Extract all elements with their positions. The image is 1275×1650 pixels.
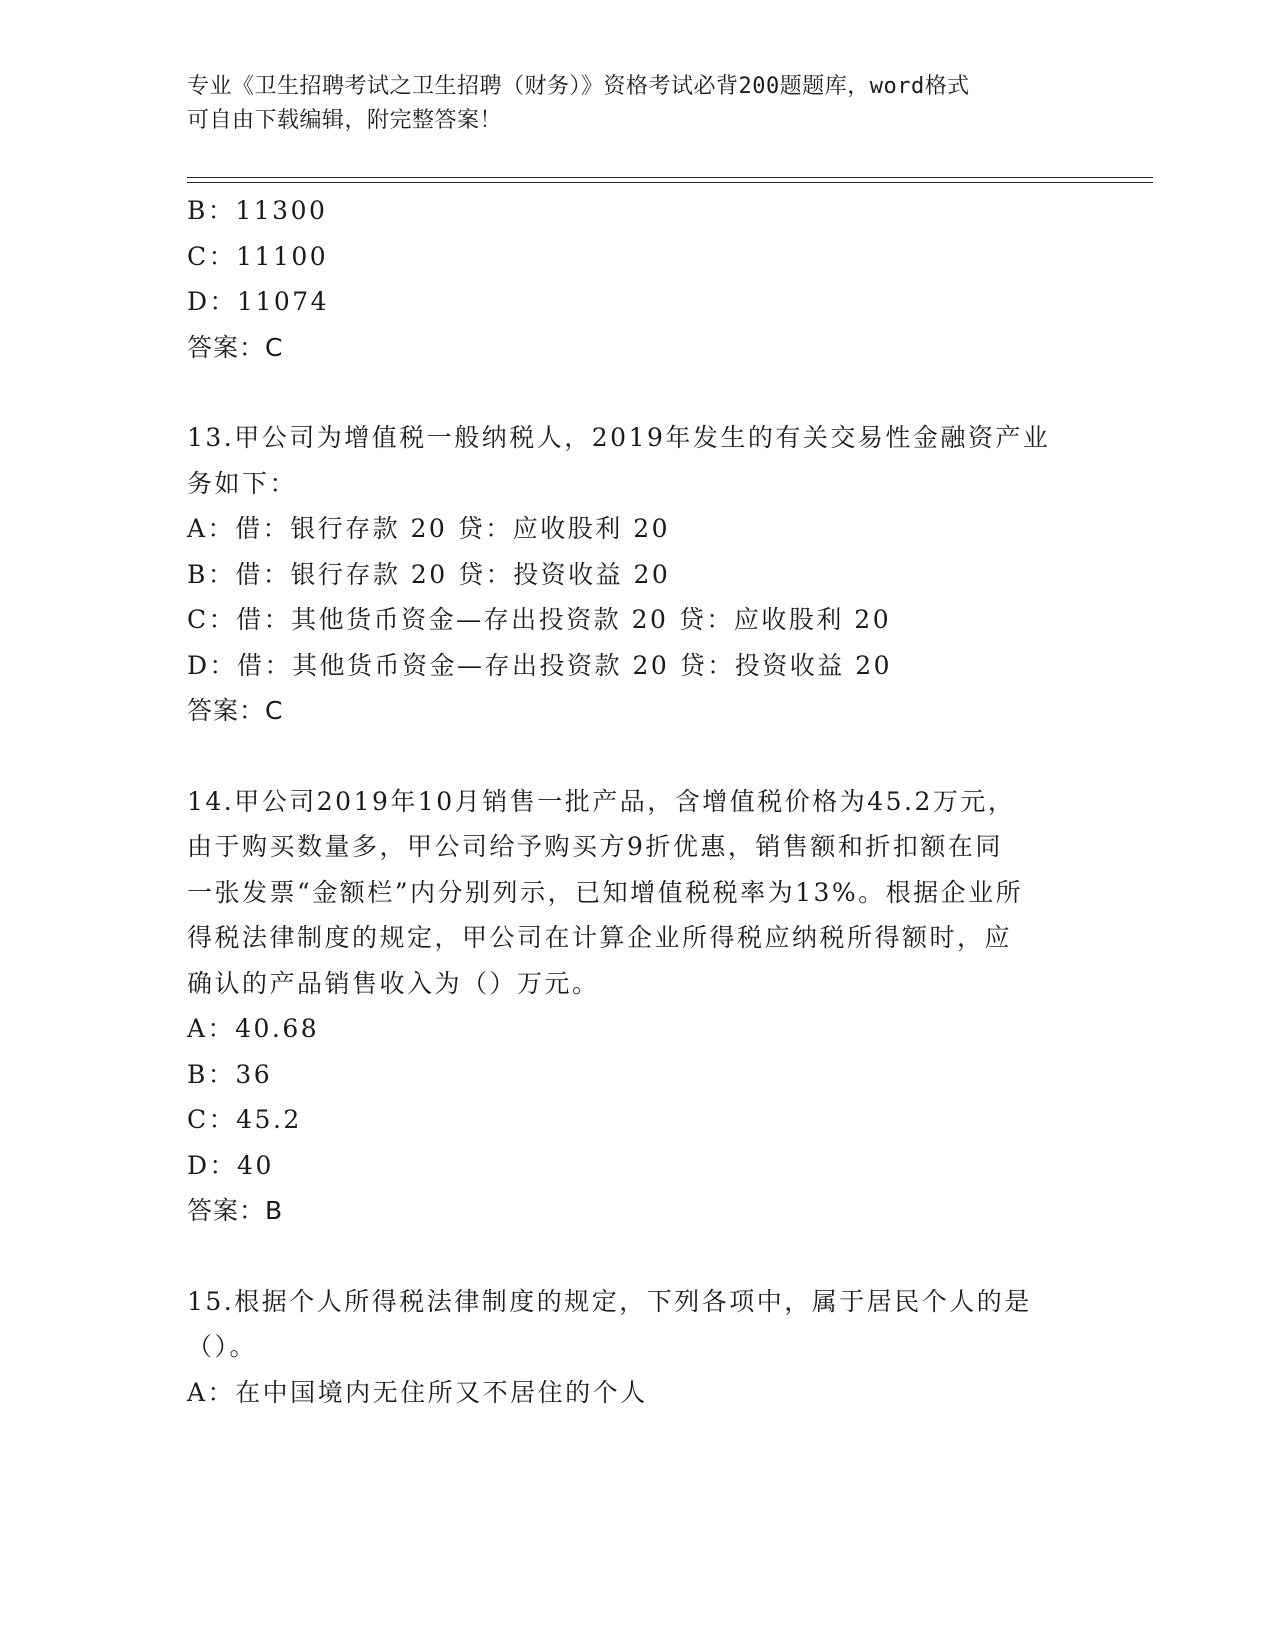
option-label: B：: [187, 196, 236, 225]
option-label: D：: [187, 1150, 238, 1180]
option-text: 11074: [237, 287, 330, 316]
answer-line: 答案：B: [187, 1196, 284, 1225]
option-text: 借：其他货币资金—存出投资款 20 贷：应收股利 20: [236, 605, 892, 634]
question-text-line: 一张发票“金额栏”内分别列示，已知增值税税率为13%。根据企业所: [187, 877, 1024, 907]
header-title-line-2: 可自由下载编辑，附完整答案！: [187, 108, 503, 133]
option-b: [187, 188, 1087, 234]
header-divider-bottom: [187, 182, 1153, 183]
question-text-line: 确认的产品销售收入为（）万元。: [187, 968, 600, 998]
option-text: 45.2: [236, 1105, 302, 1134]
option-text: 11100: [236, 241, 329, 271]
question-text-line: 由于购买数量多，甲公司给予购买方9折优惠，销售额和折扣额在同: [187, 832, 1003, 861]
header-title-line-1: 专业《卫生招聘考试之卫生招聘（财务）》资格考试必背200题题库，word格式: [187, 74, 970, 99]
option-text: 36: [235, 1059, 273, 1089]
option-label: A：: [187, 1014, 236, 1043]
option-text: 40: [237, 1150, 274, 1180]
document-header: [187, 70, 1067, 138]
answer-line: 答案：C: [187, 696, 284, 725]
option-c: [187, 234, 1087, 280]
question-text-line: 15.根据个人所得税法律制度的规定，下列各项中，属于居民个人的是: [187, 1286, 1032, 1316]
question-14: [187, 779, 1087, 1234]
option-text: 借：银行存款 20 贷：投资收益 20: [235, 559, 671, 589]
option-label: C：: [187, 241, 237, 271]
option-b: [187, 552, 1087, 598]
option-a: [187, 1006, 1087, 1052]
question-text-line: 得税法律制度的规定，甲公司在计算企业所得税应纳税所得额时，应: [187, 923, 1013, 952]
option-label: A：: [187, 514, 236, 543]
option-text: 40.68: [235, 1014, 320, 1043]
option-d: [187, 279, 1087, 325]
option-label: B：: [187, 1059, 236, 1089]
header-divider-top: [187, 177, 1153, 178]
option-text: 11300: [235, 196, 328, 225]
answer-line: 答案：C: [187, 332, 284, 362]
question-13: [187, 415, 1087, 734]
option-label: C：: [187, 1105, 237, 1134]
question-content: [187, 188, 1087, 1415]
option-b: [187, 1052, 1087, 1098]
option-c: [187, 597, 1087, 643]
option-text: 借：银行存款 20 贷：应收股利 20: [235, 514, 671, 543]
option-d: [187, 1143, 1087, 1189]
question-15: [187, 1279, 1087, 1416]
option-label: B：: [187, 559, 236, 589]
question-text-line: （）。: [187, 1332, 258, 1361]
option-text: 借：其他货币资金—存出投资款 20 贷：投资收益 20: [237, 650, 893, 680]
question-12-tail: [187, 188, 1087, 370]
question-text-line: 13.甲公司为增值税一般纳税人，2019年发生的有关交易性金融资产业: [187, 423, 1051, 452]
option-a: [187, 506, 1087, 552]
option-label: D：: [187, 287, 238, 316]
option-label: C：: [187, 605, 237, 634]
question-text-line: 14.甲公司2019年10月销售一批产品，含增值税价格为45.2万元，: [187, 786, 1016, 816]
option-label: D：: [187, 650, 238, 680]
option-text: 在中国境内无住所又不居住的个人: [235, 1377, 648, 1407]
question-text-line: 务如下：: [187, 468, 298, 498]
option-label: A：: [187, 1377, 236, 1407]
option-a: [187, 1370, 1087, 1416]
option-c: [187, 1097, 1087, 1143]
option-d: [187, 643, 1087, 689]
